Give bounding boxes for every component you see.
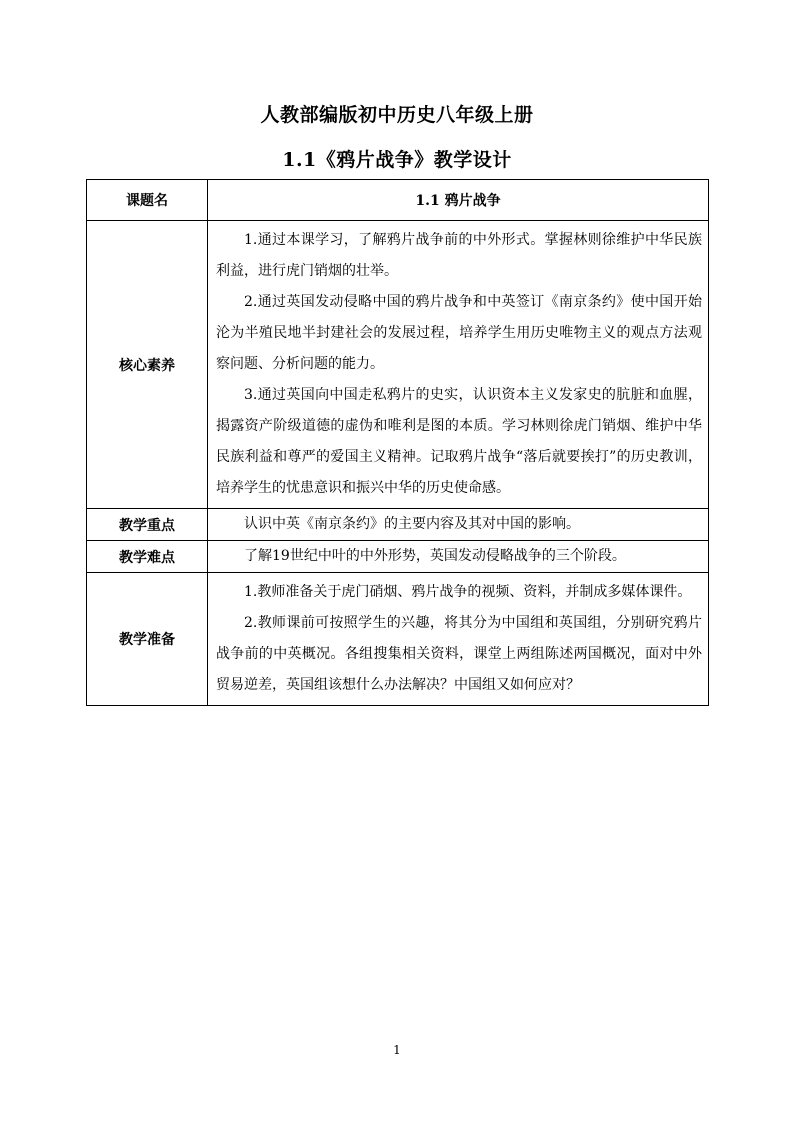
topic-value: 1.1 鸦片战争 <box>208 180 709 221</box>
lesson-plan-table <box>86 179 709 706</box>
table-row-difficult-point <box>87 541 709 573</box>
core-literacy-paragraph-3: 3.通过英国向中国走私鸦片的史实，认识资本主义发家史的肮脏和血腥，揭露资产阶级道德的虚伪和唯利是图的本质。学习林则徐虎门销烟、维护中华民族利益和尊严的爱国主义精神。记取鸦片战争“落后就要挨打”的历史教训，培养学生的忧患意识和振兴中华的历史使命感。 <box>216 387 702 496</box>
table-row-topic <box>87 180 709 221</box>
key-point-text: 认识中英《南京条约》的主要内容及其对中国的影响。 <box>244 516 580 532</box>
core-literacy-paragraph-1: 1.通过本课学习，了解鸦片战争前的中外形式。掌握林则徐维护中华民族利益，进行虎门销烟的壮举。 <box>216 232 702 279</box>
difficult-point-text: 了解19世纪中叶的中外形势，英国发动侵略战争的三个阶段。 <box>244 548 626 564</box>
document-subtitle: 1.1《鸦片战争》教学设计 <box>282 149 512 171</box>
key-point-content <box>208 509 709 541</box>
preparation-paragraph-1: 1.教师准备关于虎门硝烟、鸦片战争的视频、资料，并制成多媒体课件。 <box>244 584 692 600</box>
preparation-paragraph-2: 2.教师课前可按照学生的兴趣，将其分为中国组和英国组，分别研究鸦片战争前的中英概况。各组搜集相关资料，课堂上两组陈述两国概况，面对中外贸易逆差，英国组该想什么办法解决？中国组又如何应对？ <box>216 615 702 693</box>
table-row-key-point <box>87 509 709 541</box>
difficult-point-label: 教学难点 <box>87 541 208 573</box>
topic-label: 课题名 <box>87 180 208 221</box>
key-point-label: 教学重点 <box>87 509 208 541</box>
core-literacy-label: 核心素养 <box>87 221 208 509</box>
difficult-point-content <box>208 541 709 573</box>
table-row-preparation <box>87 573 709 706</box>
core-literacy-paragraph-2: 2.通过英国发动侵略中国的鸦片战争和中英签订《南京条约》使中国开始沦为半殖民地半封建社会的发展过程，培养学生用历史唯物主义的观点方法观察问题、分析问题的能力。 <box>216 294 702 372</box>
preparation-content <box>208 573 709 706</box>
page-number: 1 <box>393 1043 401 1057</box>
core-literacy-content <box>208 221 709 509</box>
table-row-core-literacy <box>87 221 709 509</box>
document-title: 人教部编版初中历史八年级上册 <box>260 104 534 126</box>
preparation-label: 教学准备 <box>87 573 208 706</box>
